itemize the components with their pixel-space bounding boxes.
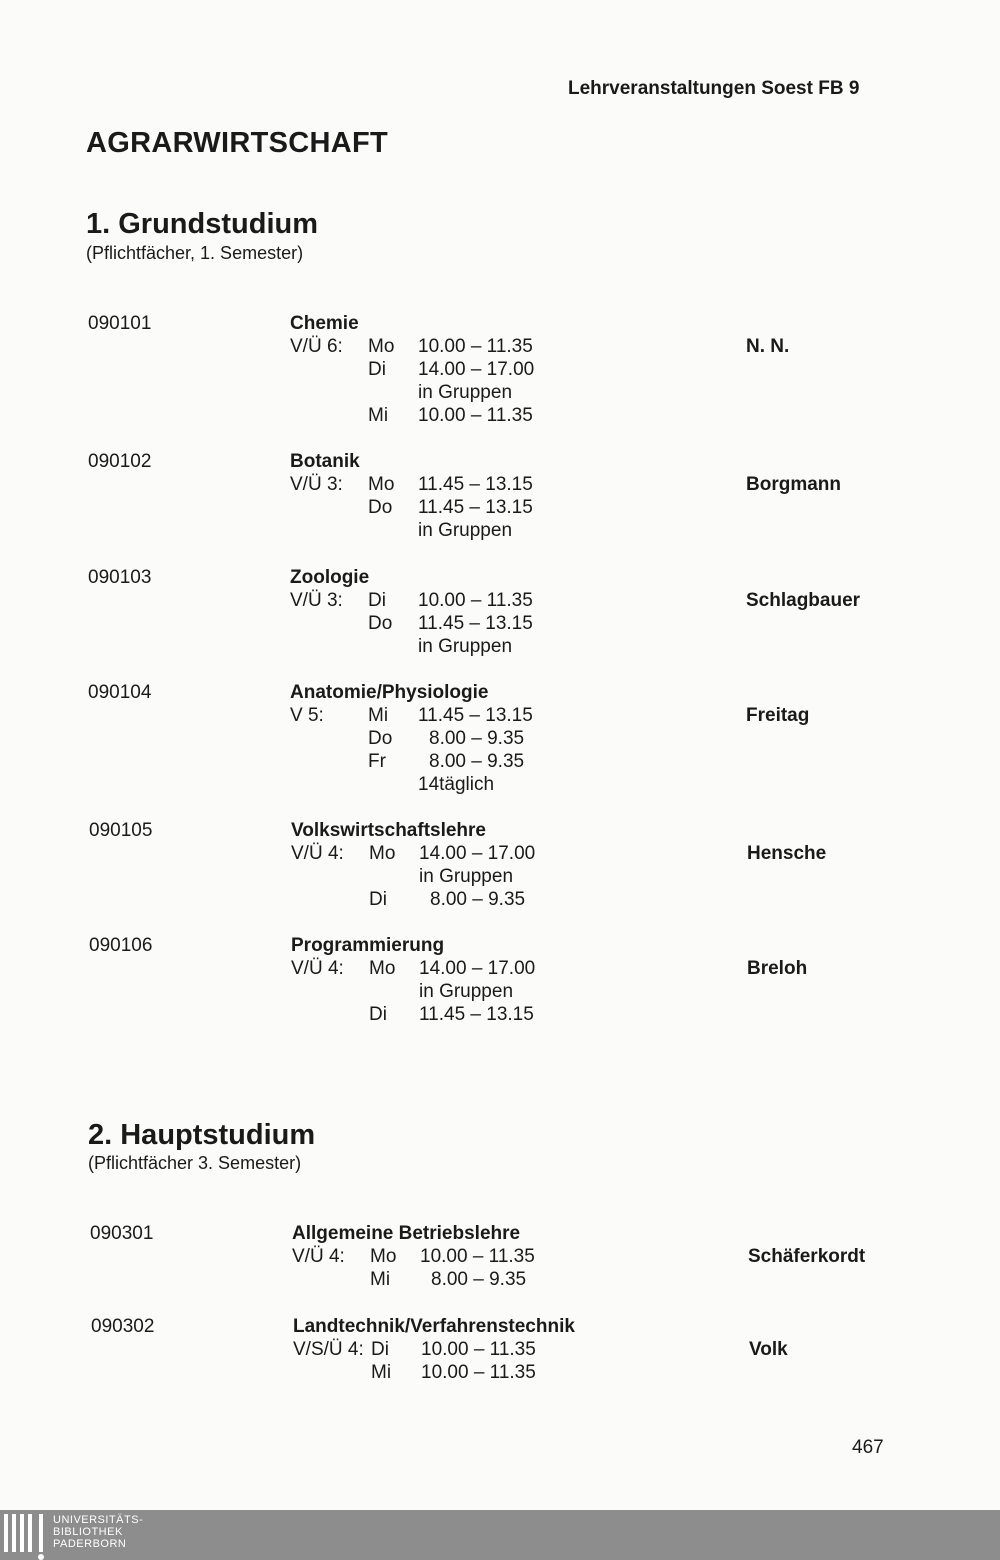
course-number: 090104 xyxy=(88,682,152,703)
schedule-day: Di xyxy=(369,889,387,910)
course-lecturer: Schlagbauer xyxy=(746,590,861,611)
course-title: Allgemeine Betriebslehre xyxy=(292,1223,521,1244)
schedule-time: 14täglich xyxy=(418,774,495,795)
course-lecturer: Schäferkordt xyxy=(748,1246,866,1267)
schedule-day: Mo xyxy=(370,1246,397,1267)
section-subtitle: (Pflichtfächer 3. Semester) xyxy=(88,1153,302,1173)
schedule-note: in Gruppen xyxy=(419,866,514,887)
schedule-time: 8.00 – 9.35 xyxy=(429,751,525,772)
course-title: Anatomie/Physiologie xyxy=(290,682,489,703)
course-lecturer: Borgmann xyxy=(746,474,841,495)
course-lecturer: Volk xyxy=(749,1339,788,1360)
course-number: 090102 xyxy=(88,451,152,472)
library-logo-icon xyxy=(4,1514,44,1556)
schedule-time: 8.00 – 9.35 xyxy=(430,889,526,910)
library-name-line: UNIVERSITÄTS- xyxy=(53,1514,144,1526)
schedule-note: in Gruppen xyxy=(418,520,513,541)
schedule-note: in Gruppen xyxy=(418,382,513,403)
schedule-day: Mo xyxy=(369,958,396,979)
schedule-time: 14.00 – 17.00 xyxy=(418,359,535,380)
course-type: V/Ü 4: xyxy=(292,1246,345,1267)
course-type: V/Ü 4: xyxy=(291,958,344,979)
schedule-time: 8.00 – 9.35 xyxy=(431,1269,527,1290)
schedule-day: Do xyxy=(368,497,393,518)
schedule-time: 11.45 – 13.15 xyxy=(418,613,533,634)
schedule-time: 11.45 – 13.15 xyxy=(418,497,533,518)
schedule-time: 11.45 – 13.15 xyxy=(418,705,533,726)
schedule-day: Mo xyxy=(368,336,395,357)
course-type: V 5: xyxy=(290,705,324,726)
schedule-day: Di xyxy=(371,1339,389,1360)
course-number: 090301 xyxy=(90,1223,154,1244)
course-number: 090105 xyxy=(89,820,153,841)
schedule-day: Mi xyxy=(368,405,389,426)
course-number: 090106 xyxy=(89,935,153,956)
schedule-time: 14.00 – 17.00 xyxy=(419,843,536,864)
course-lecturer: Freitag xyxy=(746,705,810,726)
course-title: Botanik xyxy=(290,451,360,472)
schedule-time: 8.00 – 9.35 xyxy=(429,728,525,749)
schedule-note: in Gruppen xyxy=(419,981,514,1002)
schedule-time: 11.45 – 13.15 xyxy=(419,1004,534,1025)
schedule-day: Di xyxy=(368,359,386,380)
schedule-time: 10.00 – 11.35 xyxy=(421,1362,536,1383)
schedule-day: Di xyxy=(369,1004,387,1025)
course-title: Chemie xyxy=(290,313,359,334)
course-type: V/S/Ü 4: xyxy=(293,1339,364,1360)
schedule-time: 10.00 – 11.35 xyxy=(421,1339,536,1360)
course-title: Landtechnik/Verfahrenstechnik xyxy=(293,1316,575,1337)
page-title: AGRARWIRTSCHAFT xyxy=(86,127,388,159)
running-header: Lehrveranstaltungen Soest FB 9 xyxy=(568,78,860,99)
schedule-time: 11.45 – 13.15 xyxy=(418,474,533,495)
schedule-day: Mi xyxy=(368,705,389,726)
course-lecturer: Hensche xyxy=(747,843,827,864)
course-title: Volkswirtschaftslehre xyxy=(291,820,487,841)
schedule-day: Mo xyxy=(369,843,396,864)
library-name-line: PADERBORN xyxy=(53,1538,127,1550)
section-title: 1. Grundstudium xyxy=(86,208,318,240)
course-lecturer: Breloh xyxy=(747,958,808,979)
schedule-time: 10.00 – 11.35 xyxy=(418,590,533,611)
schedule-day: Do xyxy=(368,613,393,634)
section-title: 2. Hauptstudium xyxy=(88,1119,316,1151)
course-type: V/Ü 6: xyxy=(290,336,343,357)
course-type: V/Ü 3: xyxy=(290,474,343,495)
library-name-line: BIBLIOTHEK xyxy=(53,1526,123,1538)
page-number: 467 xyxy=(852,1437,884,1458)
course-lecturer: N. N. xyxy=(746,336,790,357)
library-name xyxy=(53,1514,143,1550)
course-number: 090101 xyxy=(88,313,152,334)
course-number: 090302 xyxy=(91,1316,155,1337)
schedule-day: Mi xyxy=(370,1269,391,1290)
course-type: V/Ü 4: xyxy=(291,843,344,864)
schedule-time: 10.00 – 11.35 xyxy=(420,1246,535,1267)
schedule-day: Mi xyxy=(371,1362,392,1383)
schedule-time: 14.00 – 17.00 xyxy=(419,958,536,979)
schedule-note: in Gruppen xyxy=(418,636,513,657)
schedule-day: Fr xyxy=(368,751,386,772)
library-footer xyxy=(0,1510,1000,1560)
course-title: Programmierung xyxy=(291,935,445,956)
course-title: Zoologie xyxy=(290,567,370,588)
schedule-day: Di xyxy=(368,590,386,611)
schedule-time: 10.00 – 11.35 xyxy=(418,405,533,426)
schedule-time: 10.00 – 11.35 xyxy=(418,336,533,357)
course-type: V/Ü 3: xyxy=(290,590,343,611)
section-subtitle: (Pflichtfächer, 1. Semester) xyxy=(86,243,304,263)
course-number: 090103 xyxy=(88,567,152,588)
schedule-day: Mo xyxy=(368,474,395,495)
schedule-day: Do xyxy=(368,728,393,749)
